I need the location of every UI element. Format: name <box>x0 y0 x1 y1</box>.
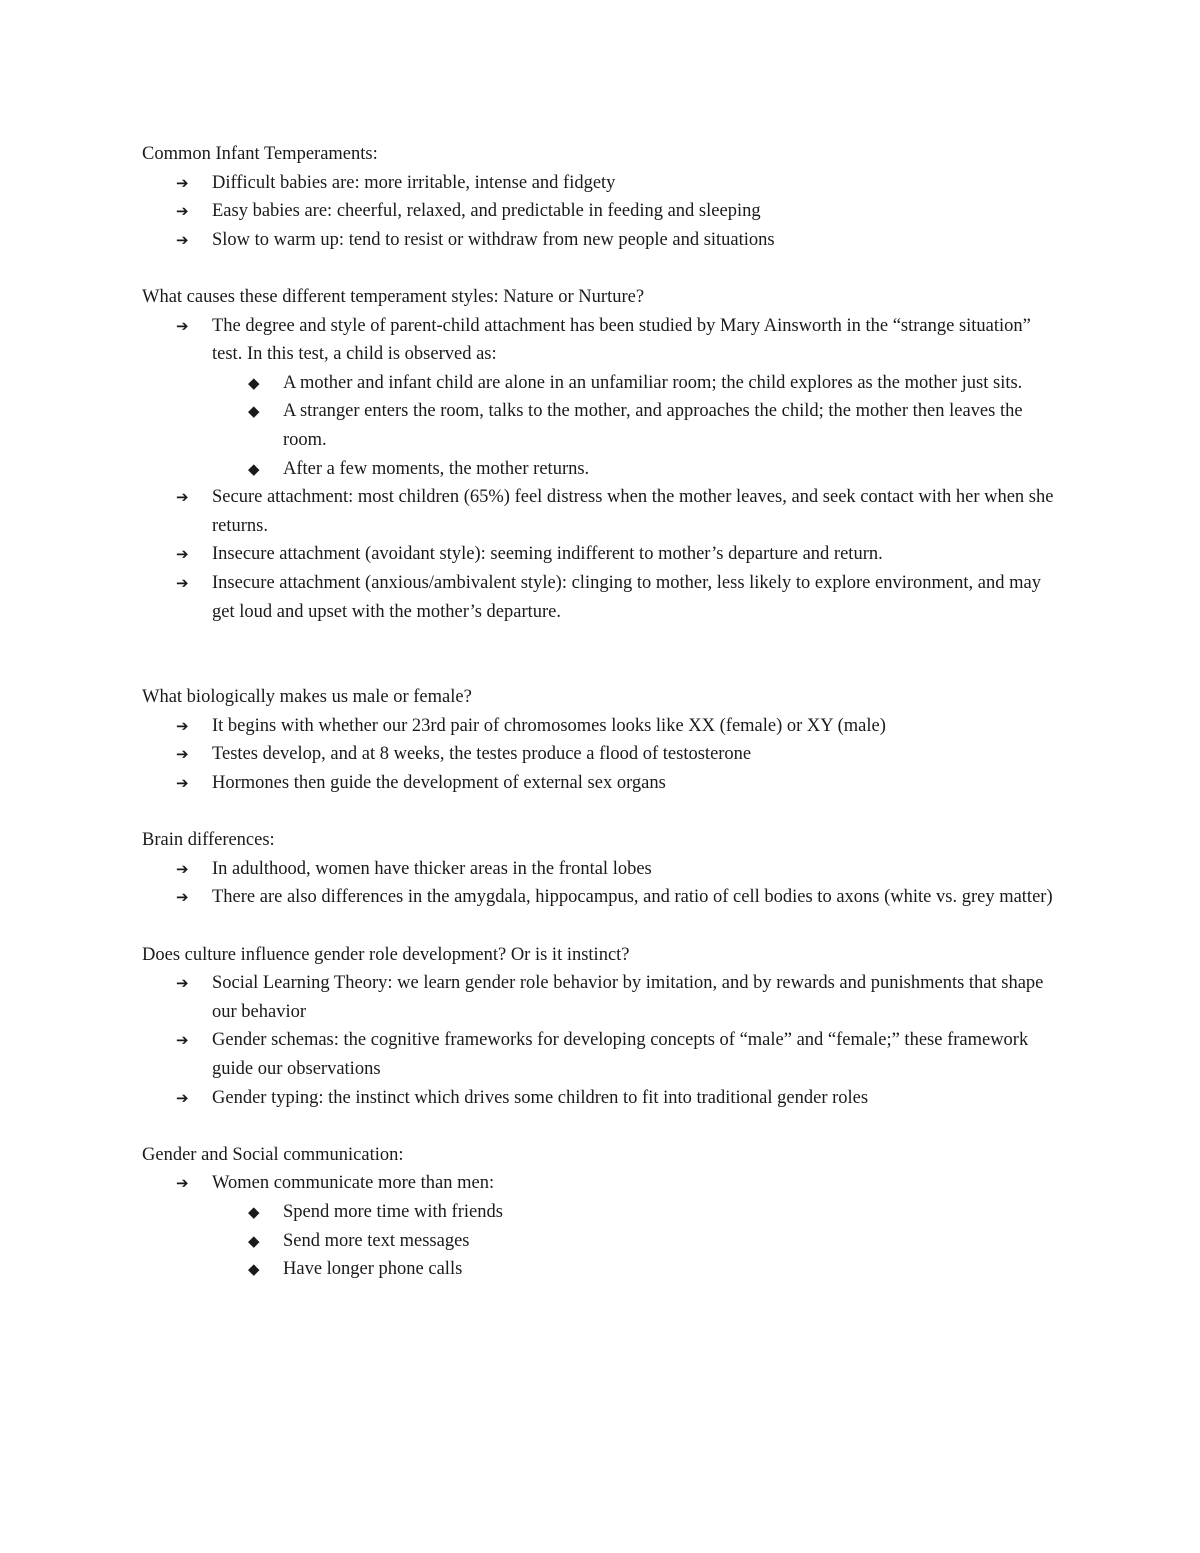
list-item <box>142 483 1062 540</box>
section-heading: Brain differences: <box>142 830 275 851</box>
list-item <box>142 226 1062 255</box>
list-item <box>142 197 1062 226</box>
arrow-bullet-icon: ➔ <box>176 888 189 907</box>
sub-list-item <box>212 455 1062 484</box>
arrow-bullet-icon: ➔ <box>176 230 189 249</box>
diamond-bullet-icon: ◆ <box>248 1231 260 1250</box>
list-item <box>142 169 1062 198</box>
arrow-bullet-icon: ➔ <box>176 1174 189 1193</box>
sub-list-item <box>212 397 1062 454</box>
arrow-bullet-icon: ➔ <box>176 545 189 564</box>
arrow-bullet-icon: ➔ <box>176 859 189 878</box>
list-item <box>142 312 1062 484</box>
list-item-text: Gender typing: the instinct which drives some children to fit into traditional gender roles <box>212 1087 869 1108</box>
arrow-bullet-icon: ➔ <box>176 202 189 221</box>
list-item-text: The degree and style of parent-child attachment has been studied by Mary Ainsworth in the “strange situation” test. In this test, a child is observed as: <box>212 315 1031 365</box>
list-item-text: It begins with whether our 23rd pair of chromosomes looks like XX (female) or XY (male) <box>212 715 886 736</box>
list-item <box>142 569 1062 626</box>
sub-bullet-list <box>212 369 1062 483</box>
sub-list-item <box>212 369 1062 398</box>
sub-list-item <box>212 1198 1062 1227</box>
list-item-text: Testes develop, and at 8 weeks, the testes produce a flood of testosterone <box>212 744 752 765</box>
list-item-text: Social Learning Theory: we learn gender role behavior by imitation, and by rewards and punishments that shape our behavior <box>212 973 1044 1022</box>
list-item-text: Easy babies are: cheerful, relaxed, and predictable in feeding and sleeping <box>212 201 761 222</box>
arrow-bullet-icon: ➔ <box>176 745 189 764</box>
list-item-text: There are also differences in the amygdala, hippocampus, and ratio of cell bodies to axons (white vs. grey matter) <box>212 887 1053 908</box>
sub-list-item-text: Have longer phone calls <box>283 1259 463 1280</box>
sub-list-item-text: A mother and infant child are alone in an unfamiliar room; the child explores as the mother just sits. <box>283 372 1023 393</box>
list-item <box>142 969 1062 1026</box>
arrow-bullet-icon: ➔ <box>176 1031 189 1050</box>
arrow-bullet-icon: ➔ <box>176 974 189 993</box>
diamond-bullet-icon: ◆ <box>248 1202 260 1221</box>
diamond-bullet-icon: ◆ <box>248 459 260 478</box>
list-item-text: Slow to warm up: tend to resist or withdraw from new people and situations <box>212 229 775 250</box>
arrow-bullet-icon: ➔ <box>176 774 189 793</box>
bullet-list <box>142 969 1062 1112</box>
section-heading: What biologically makes us male or female? <box>142 687 472 708</box>
diamond-bullet-icon: ◆ <box>248 373 260 392</box>
section-heading: Common Infant Temperaments: <box>142 144 378 164</box>
list-item <box>142 712 1062 741</box>
sub-list-item-text: After a few moments, the mother returns. <box>283 458 590 479</box>
diamond-bullet-icon: ◆ <box>248 1260 260 1279</box>
arrow-bullet-icon: ➔ <box>176 173 189 192</box>
list-item <box>142 855 1062 884</box>
arrow-bullet-icon: ➔ <box>176 716 189 735</box>
list-item <box>142 769 1062 798</box>
bullet-list <box>142 712 1062 798</box>
arrow-bullet-icon: ➔ <box>176 316 189 335</box>
bullet-list <box>142 855 1062 912</box>
list-item <box>142 540 1062 569</box>
list-item-text: Difficult babies are: more irritable, intense and fidgety <box>212 172 616 193</box>
list-item-text: Women communicate more than men: <box>212 1173 495 1194</box>
sub-list-item-text: Spend more time with friends <box>283 1201 503 1222</box>
list-item-text: In adulthood, women have thicker areas in the frontal lobes <box>212 858 652 879</box>
bullet-list <box>142 169 1062 255</box>
arrow-bullet-icon: ➔ <box>176 1088 189 1107</box>
list-item-text: Insecure attachment (anxious/ambivalent style): clinging to mother, less likely to explore environment, and may get loud and upset with the mother’s departure. <box>212 572 1041 622</box>
sub-bullet-list <box>212 1198 1062 1284</box>
arrow-bullet-icon: ➔ <box>176 573 189 592</box>
list-item-text: Secure attachment: most children (65%) feel distress when the mother leaves, and seek contact with her when she returns. <box>212 487 1054 536</box>
section-heading: Gender and Social communication: <box>142 1144 404 1165</box>
section-heading: What causes these different temperament styles: Nature or Nurture? <box>142 286 645 307</box>
bullet-list <box>142 1169 1062 1283</box>
list-item <box>142 740 1062 769</box>
sub-list-item-text: A stranger enters the room, talks to the mother, and approaches the child; the mother then leaves the room. <box>283 401 1023 450</box>
sub-list-item <box>212 1227 1062 1256</box>
list-item <box>142 1084 1062 1113</box>
list-item <box>142 1169 1062 1283</box>
sub-list-item <box>212 1255 1062 1284</box>
document-page <box>142 140 1062 1284</box>
list-item-text: Insecure attachment (avoidant style): seeming indifferent to mother’s departure and return. <box>212 544 883 565</box>
section-heading: Does culture influence gender role development? Or is it instinct? <box>142 944 630 965</box>
arrow-bullet-icon: ➔ <box>176 488 189 507</box>
sub-list-item-text: Send more text messages <box>283 1230 470 1251</box>
list-item <box>142 1026 1062 1083</box>
bullet-list <box>142 312 1062 627</box>
list-item <box>142 883 1062 912</box>
list-item-text: Gender schemas: the cognitive frameworks for developing concepts of “male” and “female;” these framework guide our observations <box>212 1030 1029 1079</box>
diamond-bullet-icon: ◆ <box>248 402 260 421</box>
list-item-text: Hormones then guide the development of external sex organs <box>212 773 666 794</box>
